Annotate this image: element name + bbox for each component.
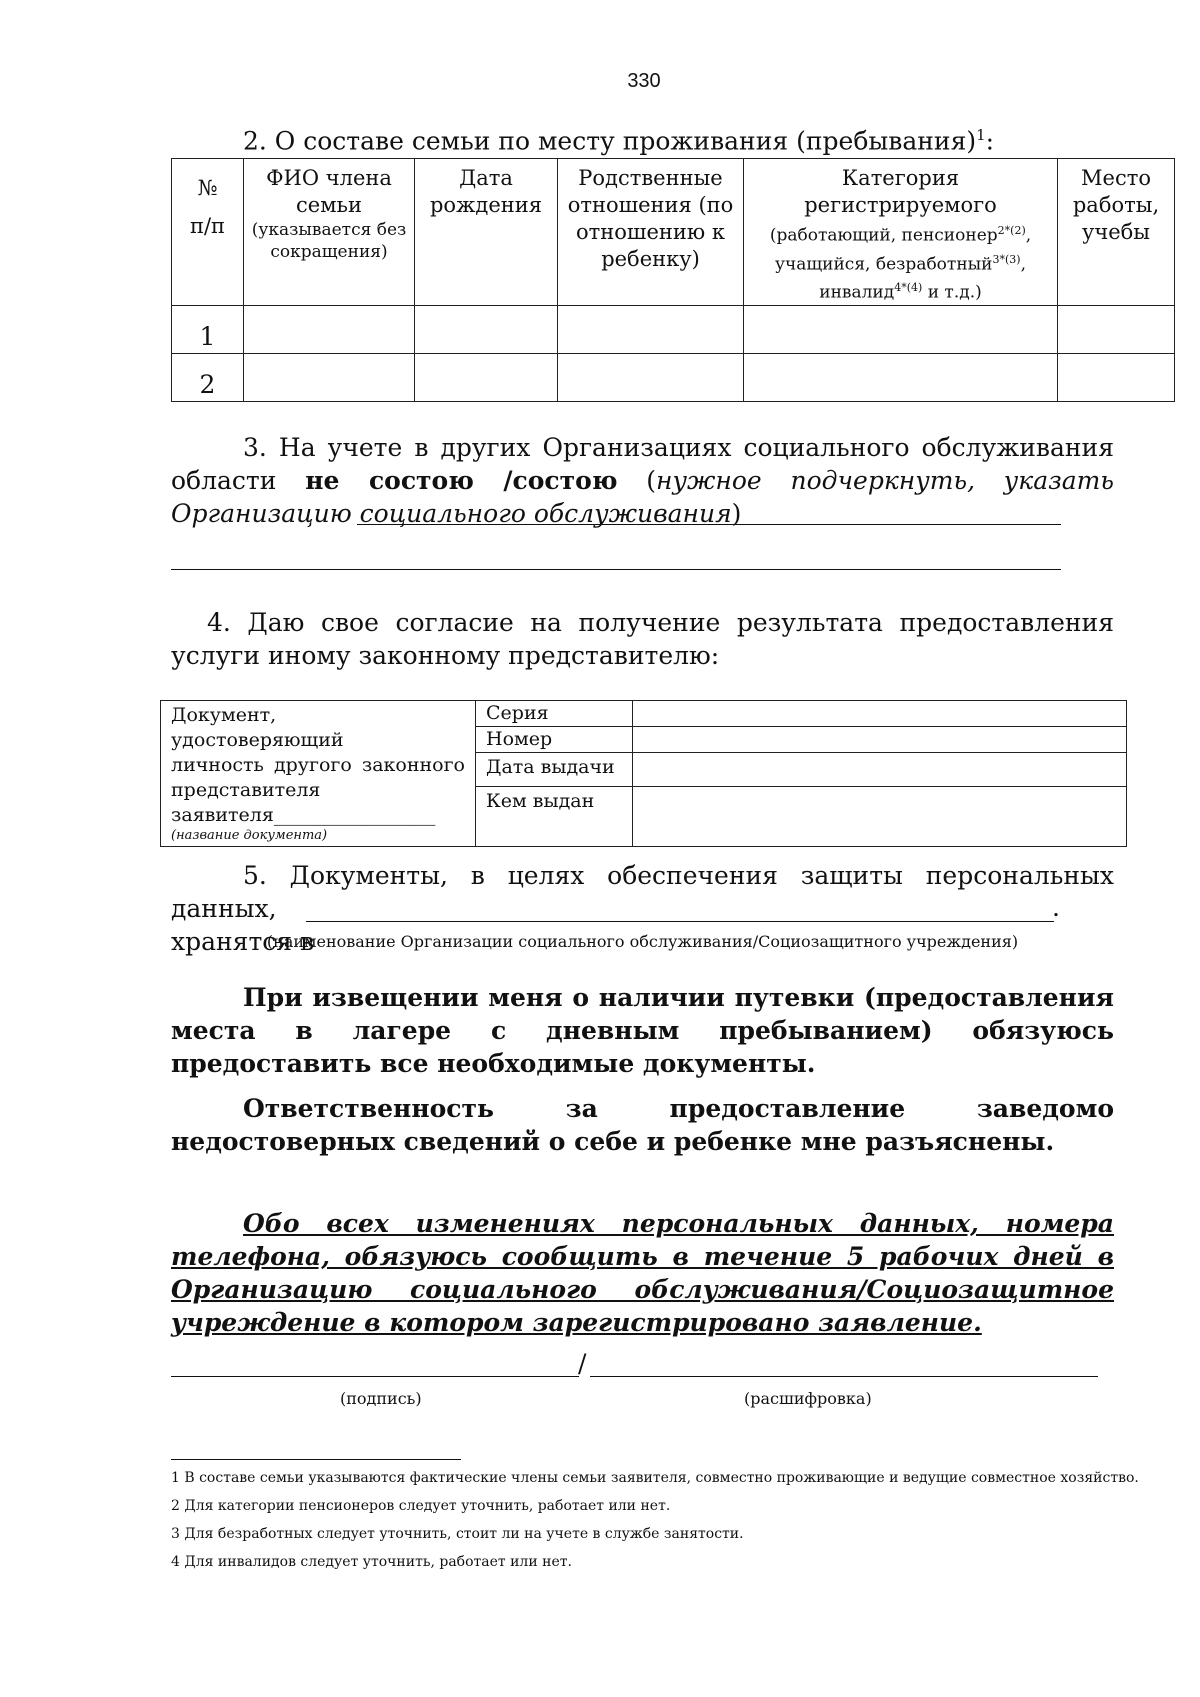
col-birth-date: Дата рождения: [415, 159, 558, 306]
row-number: 1: [172, 305, 244, 353]
storage-organization-line[interactable]: [306, 921, 1054, 922]
cell-birth-input[interactable]: [415, 353, 558, 401]
field-issued-by-input[interactable]: [633, 787, 1127, 847]
cell-category-input[interactable]: [744, 305, 1058, 353]
footnote-4: 4 Для инвалидов следует уточнить, работает или нет.: [171, 1554, 572, 1570]
organization-blank-line-2[interactable]: [171, 569, 1061, 570]
footnote-separator: [171, 1459, 461, 1460]
cell-name-input[interactable]: [244, 353, 415, 401]
table-row: [172, 353, 1175, 401]
field-issued-by-label: Кем выдан: [476, 787, 633, 847]
col-category: Категория регистрируемого (работающий, пенсионер$^{2*(2)}$, учащийся, безработный$^{3*(3)}$, инвалид$^{4*(4)}$ и т.д.): [744, 159, 1058, 306]
section-5-caption: (наименование Организации социального обслуживания/Социозащитного учреждения): [266, 932, 1019, 951]
cell-category-input[interactable]: [744, 353, 1058, 401]
cell-relation-input[interactable]: [558, 353, 744, 401]
registration-choice[interactable]: не состою /состою: [305, 466, 618, 495]
footnote-3: 3 Для безработных следует уточнить, стоит ли на учете в службе занятости.: [171, 1526, 744, 1542]
organization-blank-line-1[interactable]: [357, 524, 1061, 525]
col-full-name: ФИО члена семьи (указывается без сокращения): [244, 159, 415, 306]
notice-changes: Обо всех изменениях персональных данных, номера телефона, обязуюсь сообщить в течение 5 рабочих дней в Организацию социального обслуживания/Социозащитное учреждение в котором зарегистрировано заявление.: [171, 1209, 1114, 1337]
field-number-label: Номер: [476, 727, 633, 753]
footnote-1: 1 В составе семьи указываются фактические члены семьи заявителя, совместно проживающие и ведущие совместное хозяйство.: [171, 1470, 1139, 1486]
notice-documents: При извещении меня о наличии путевки (предоставления места в лагере с дневным пребыванием) обязуюсь предоставить все необходимые документы.: [171, 983, 1114, 1078]
section-5-dot: .: [1052, 893, 1060, 922]
cell-relation-input[interactable]: [558, 305, 744, 353]
family-table-header: [172, 159, 1175, 306]
footnote-2: 2 Для категории пенсионеров следует уточнить, работает или нет.: [171, 1498, 671, 1514]
cell-work-input[interactable]: [1058, 353, 1175, 401]
notice-responsibility: Ответственность за предоставление заведомо недостоверных сведений о себе и ребенке мне разъяснены.: [171, 1094, 1114, 1156]
field-series-label: Серия: [476, 701, 633, 727]
section-2-heading-text: 2. О составе семьи по месту проживания (пребывания): [243, 126, 977, 156]
page-number: 330: [627, 70, 661, 92]
cell-work-input[interactable]: [1058, 305, 1175, 353]
cell-birth-input[interactable]: [415, 305, 558, 353]
section-4-text: 4. Даю свое согласие на получение результата предоставления услуги иному законному представителю:: [171, 608, 1114, 670]
col-work-study: Место работы, учебы: [1058, 159, 1175, 306]
document-label-cell: Документ, удостоверяющий личность другого законного представителя заявителя_________________ (название документа): [161, 701, 476, 847]
family-composition-table: [171, 158, 1175, 402]
field-issue-date-input[interactable]: [633, 753, 1127, 787]
footnote-ref-1: 1: [976, 126, 986, 144]
signature-caption: (подпись): [340, 1389, 422, 1408]
signature-line[interactable]: [171, 1376, 579, 1377]
field-series-input[interactable]: [633, 701, 1127, 727]
col-number: № п/п: [172, 159, 244, 306]
section-2-heading: [243, 126, 994, 155]
signature-slash: /: [578, 1349, 587, 1378]
table-row: [172, 305, 1175, 353]
section-3: 3. На учете в других Организациях социального обслуживания области не состою /состою (нужное подчеркнуть, указать Организацию социального обслуживания): [171, 433, 1114, 528]
col-relationship: Родственные отношения (по отношению к ребенку): [558, 159, 744, 306]
row-number: 2: [172, 353, 244, 401]
decoding-line[interactable]: [590, 1376, 1098, 1377]
representative-document-table: [160, 700, 1127, 847]
decoding-caption: (расшифровка): [744, 1389, 872, 1408]
field-number-input[interactable]: [633, 727, 1127, 753]
document-note: (название документа): [171, 828, 328, 843]
section-2-heading-colon: :: [985, 126, 995, 156]
field-issue-date-label: Дата выдачи: [476, 753, 633, 787]
cell-name-input[interactable]: [244, 305, 415, 353]
section-5: 5. Документы, в целях обеспечения защиты персональных данных, хранятся в: [171, 861, 1114, 956]
